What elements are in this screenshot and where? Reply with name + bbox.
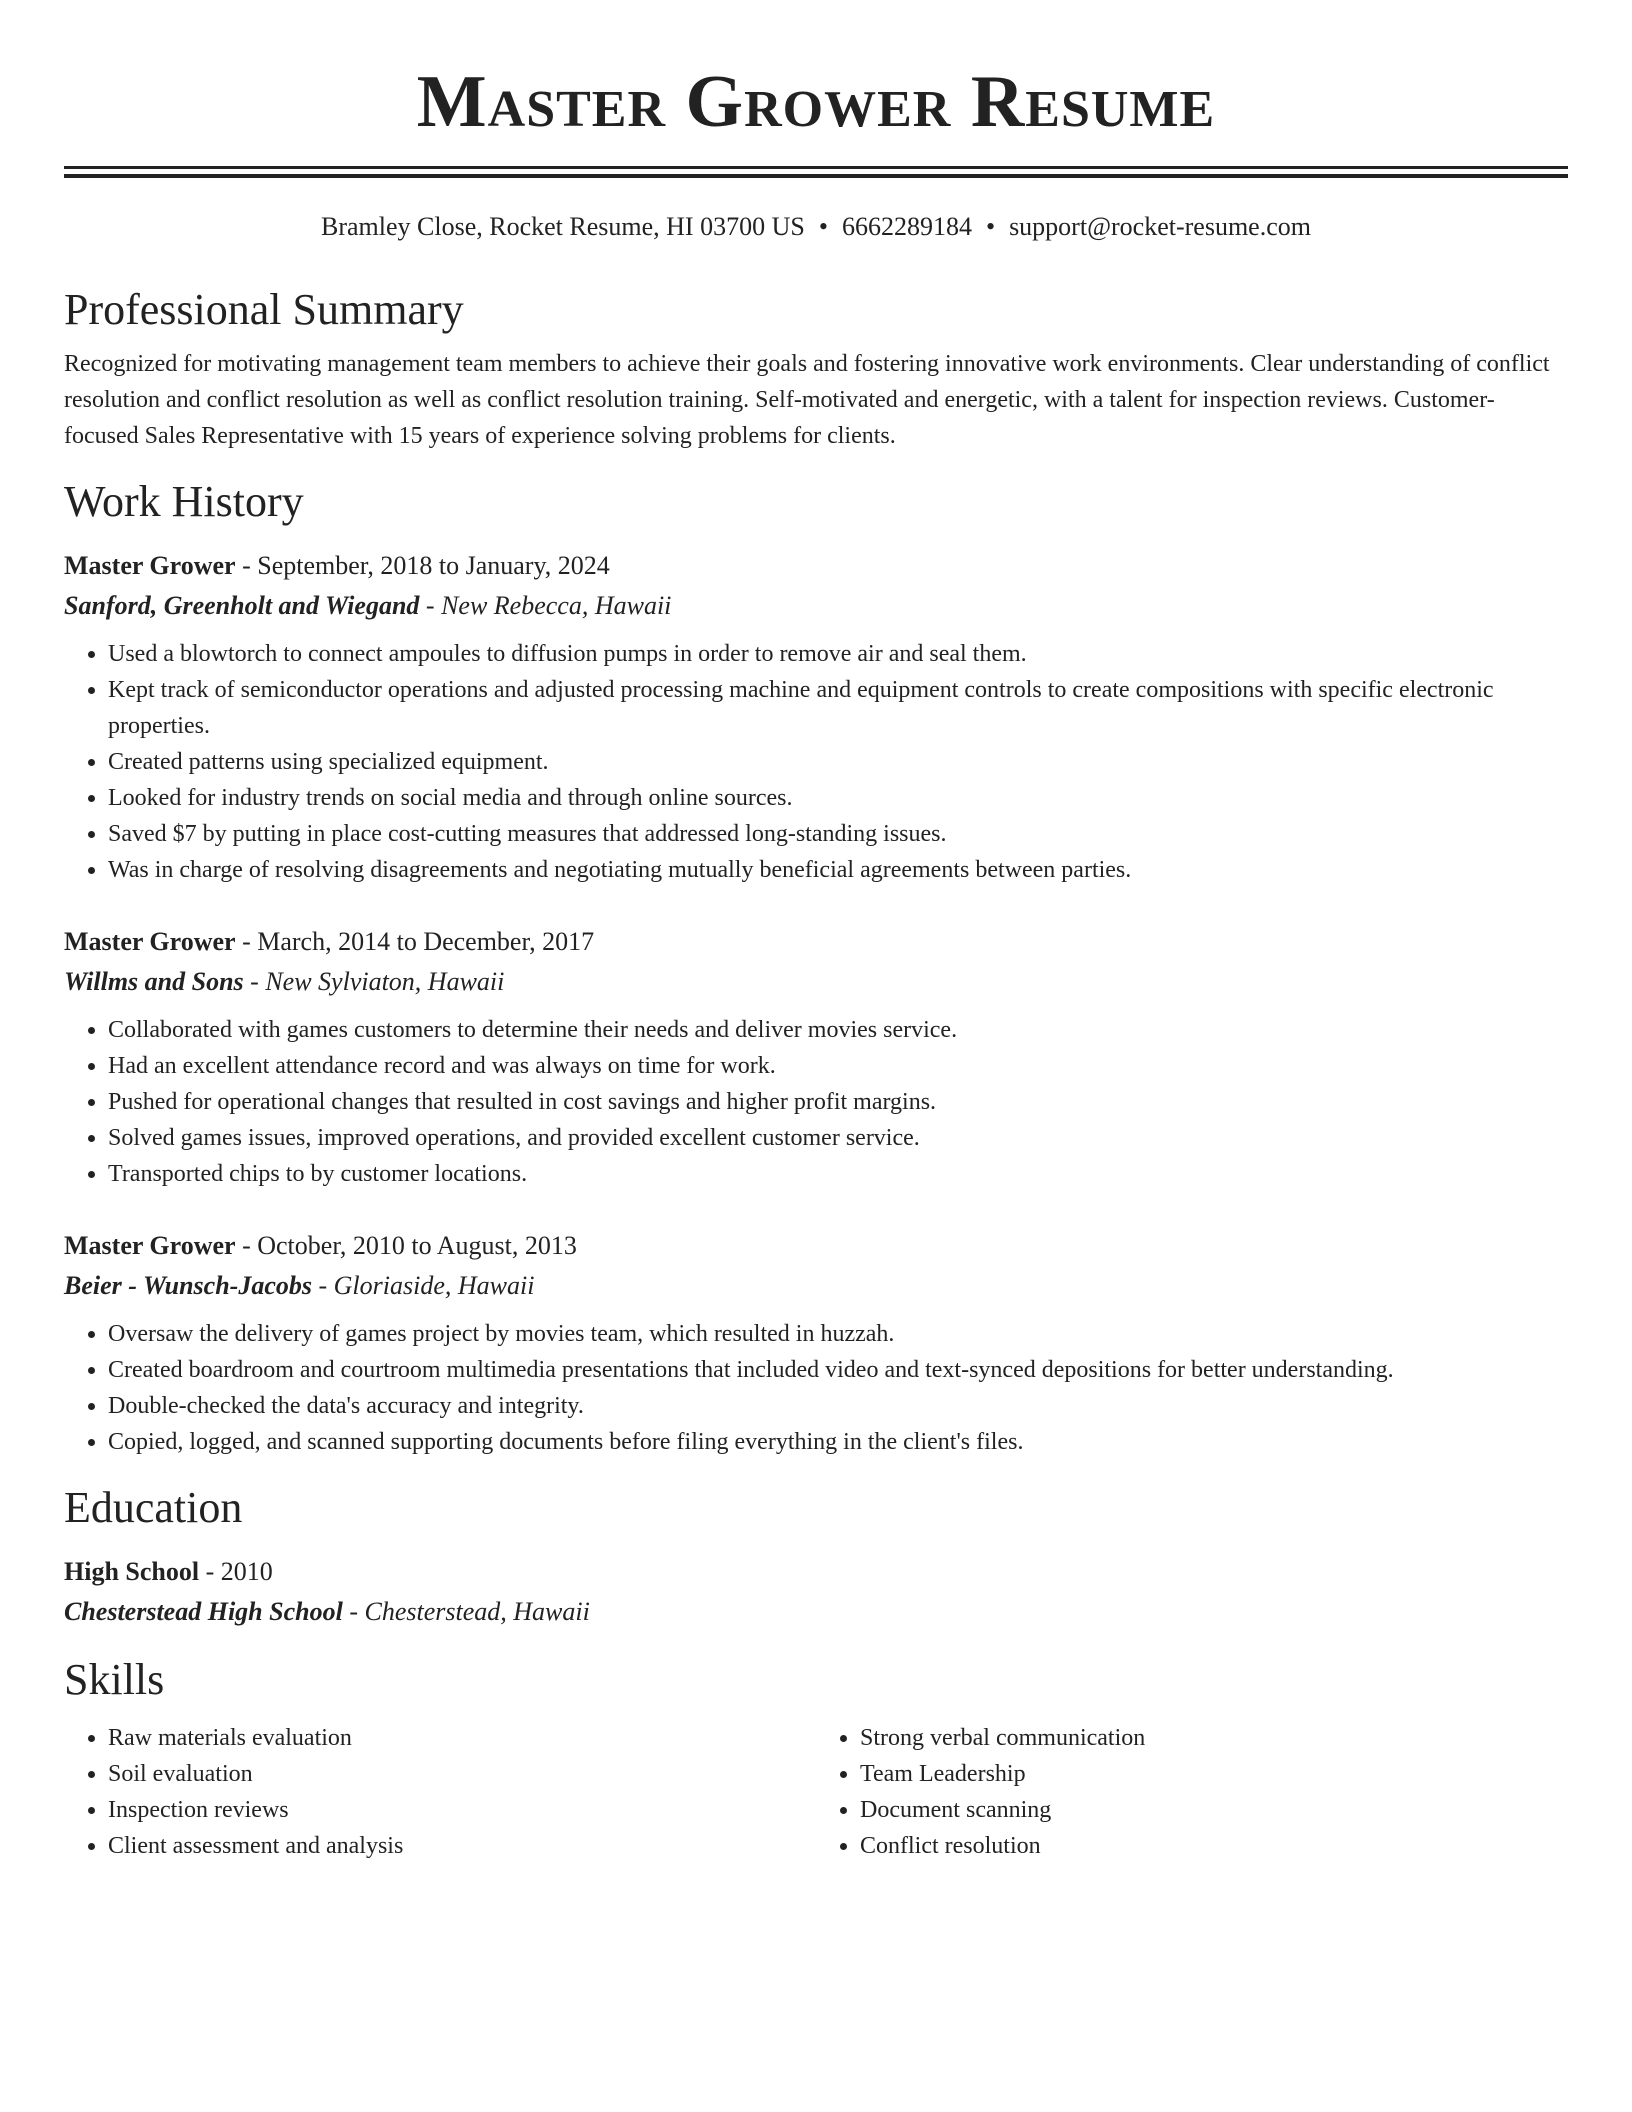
- skills-grid: [64, 1720, 1568, 1864]
- skills-heading: Skills: [64, 1655, 165, 1704]
- job-dates: - October, 2010 to August, 2013: [235, 1231, 577, 1260]
- list-item: • Created patterns using specialized equipment.: [108, 744, 1568, 780]
- list-item: • Had an excellent attendance record and was always on time for work.: [108, 1048, 1568, 1084]
- contact-line: [64, 210, 1568, 244]
- list-item: • Looked for industry trends on social media and through online sources.: [108, 780, 1568, 816]
- company-location: - New Rebecca, Hawaii: [419, 591, 672, 620]
- list-item: • Saved $7 by putting in place cost-cutting measures that addressed long-standing issues.: [108, 816, 1568, 852]
- degree-name: High School: [64, 1557, 200, 1586]
- skill-item: • Strong verbal communication: [860, 1720, 1568, 1756]
- contact-separator: •: [985, 212, 996, 241]
- skill-item: • Client assessment and analysis: [108, 1828, 816, 1864]
- company-location: - New Sylviaton, Hawaii: [243, 967, 505, 996]
- divider-thick: [64, 174, 1568, 178]
- company-line: [64, 586, 1568, 626]
- company-line: [64, 1266, 1568, 1306]
- list-item: • Transported chips to by customer locations.: [108, 1156, 1568, 1192]
- contact-phone: 6662289184: [841, 212, 972, 241]
- work-history-section: [64, 476, 1568, 1460]
- skill-item: • Soil evaluation: [108, 1756, 816, 1792]
- list-item: • Pushed for operational changes that resulted in cost savings and higher profit margins.: [108, 1084, 1568, 1120]
- job-bullets: [64, 636, 1568, 888]
- skill-item: • Team Leadership: [860, 1756, 1568, 1792]
- contact-email: support@rocket-resume.com: [1009, 212, 1311, 241]
- job-title-line: [64, 922, 1568, 962]
- company-name: Sanford, Greenholt and Wiegand: [64, 591, 420, 620]
- company-name: Willms and Sons: [64, 967, 244, 996]
- company-location: - Gloriaside, Hawaii: [312, 1271, 535, 1300]
- job-title-line: [64, 1226, 1568, 1266]
- list-item: • Copied, logged, and scanned supporting documents before filing everything in the client's files.: [108, 1424, 1568, 1460]
- job-bullets: [64, 1316, 1568, 1460]
- graduation-year: - 2010: [199, 1557, 273, 1586]
- job-dates: - March, 2014 to December, 2017: [235, 927, 595, 956]
- work-history-heading: Work History: [64, 477, 304, 526]
- company-line: [64, 962, 1568, 1002]
- contact-address: Bramley Close, Rocket Resume, HI 03700 US: [321, 212, 805, 241]
- company-name: Beier - Wunsch-Jacobs: [64, 1271, 312, 1300]
- list-item: • Collaborated with games customers to determine their needs and deliver movies service.: [108, 1012, 1568, 1048]
- job-title: Master Grower: [64, 551, 236, 580]
- list-item: • Created boardroom and courtroom multimedia presentations that included video and text-synced depositions for better understanding.: [108, 1352, 1568, 1388]
- job-entry: [64, 1226, 1568, 1460]
- skills-column-left: [64, 1720, 816, 1864]
- resume-title: Master Grower Resume: [416, 61, 1216, 143]
- skill-item: • Conflict resolution: [860, 1828, 1568, 1864]
- education-heading: Education: [64, 1483, 243, 1532]
- summary-text: Recognized for motivating management team members to achieve their goals and fostering innovative work environments. Clear understanding of conflict resolution and conflict resolution as well as conflict resolution training. Self-motivated and energetic, with a talent for inspection reviews. Customer-focused Sales Representative with 15 years of experience solving problems for clients.: [64, 351, 1550, 449]
- title-divider: [64, 166, 1568, 178]
- skill-item: • Raw materials evaluation: [108, 1720, 816, 1756]
- school-location: - Chesterstead, Hawaii: [342, 1597, 590, 1626]
- divider-thin: [64, 166, 1568, 169]
- degree-line: [64, 1552, 1568, 1592]
- job-dates: - September, 2018 to January, 2024: [235, 551, 610, 580]
- summary-heading: Professional Summary: [64, 285, 464, 334]
- skills-section: [64, 1654, 1568, 1864]
- skills-column-right: [816, 1720, 1568, 1864]
- school-name: Chesterstead High School: [64, 1597, 343, 1626]
- list-item: • Oversaw the delivery of games project by movies team, which resulted in huzzah.: [108, 1316, 1568, 1352]
- education-entry: [64, 1552, 1568, 1632]
- job-entry: [64, 546, 1568, 888]
- job-entry: [64, 922, 1568, 1192]
- job-title: Master Grower: [64, 927, 236, 956]
- job-title: Master Grower: [64, 1231, 236, 1260]
- school-line: [64, 1592, 1568, 1632]
- list-item: • Used a blowtorch to connect ampoules to diffusion pumps in order to remove air and seal them.: [108, 636, 1568, 672]
- list-item: • Kept track of semiconductor operations and adjusted processing machine and equipment controls to create compositions with specific electronic properties.: [108, 672, 1568, 744]
- job-title-line: [64, 546, 1568, 586]
- contact-separator: •: [818, 212, 828, 241]
- skill-item: • Document scanning: [860, 1792, 1568, 1828]
- list-item: • Solved games issues, improved operations, and provided excellent customer service.: [108, 1120, 1568, 1156]
- list-item: • Double-checked the data's accuracy and integrity.: [108, 1388, 1568, 1424]
- summary-section: [64, 284, 1568, 454]
- list-item: • Was in charge of resolving disagreements and negotiating mutually beneficial agreements between parties.: [108, 852, 1568, 888]
- skill-item: • Inspection reviews: [108, 1792, 816, 1828]
- job-bullets: [64, 1012, 1568, 1192]
- education-section: [64, 1482, 1568, 1632]
